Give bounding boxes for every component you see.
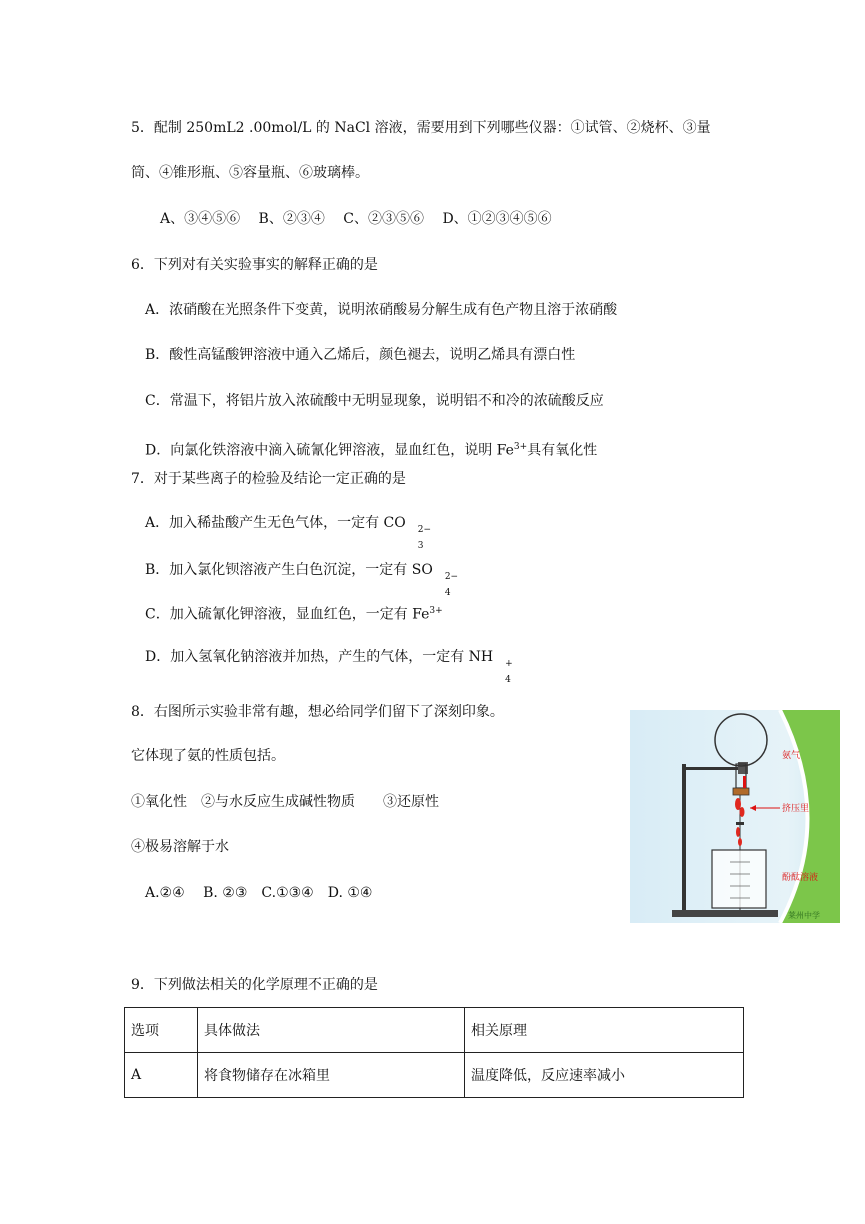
q7-option-b: B．加入氯化钡溶液产生白色沉淀，一定有 SO 2− 4: [145, 562, 459, 598]
q8-options: A.②④ B. ②③ C.①③④ D. ①④: [145, 885, 373, 901]
q7-option-d: D．加入氢氧化钠溶液并加热，产生的气体，一定有 NH + 4: [145, 649, 513, 685]
table-row: [125, 1053, 744, 1098]
q6-option-a: A．浓硝酸在光照条件下变黄，说明浓硝酸易分解生成有色产物且溶于浓硝酸: [145, 302, 618, 318]
q8-line2: 它体现了氨的性质包括。: [131, 748, 285, 764]
q8-line3: ①氧化性 ②与水反应生成碱性物质 ③还原性: [131, 794, 439, 810]
table-header-row: [125, 1008, 744, 1053]
q6-option-c: C．常温下，将铝片放入浓硫酸中无明显现象，说明铝不和冷的浓硫酸反应: [145, 393, 604, 409]
q9-stem: 9．下列做法相关的化学原理不正确的是: [131, 977, 378, 993]
q9-table: [124, 1007, 744, 1098]
table-header-cell: 选项: [125, 1008, 198, 1053]
q7-option-a: A．加入稀盐酸产生无色气体，一定有 CO 2− 3: [145, 515, 432, 551]
q7-stem: 7．对于某些离子的检验及结论一定正确的是: [131, 471, 406, 487]
table-cell: 温度降低，反应速率减小: [465, 1053, 744, 1098]
figure-label-mid: 挤压里: [782, 804, 810, 814]
q5-line2: 筒、④锥形瓶、⑤容量瓶、⑥玻璃棒。: [131, 165, 369, 181]
q7-option-c: C．加入硫氰化钾溶液，显血红色，一定有 $Fe^{3+}$: [145, 606, 443, 623]
table-cell: A: [125, 1053, 198, 1098]
q5-line1: 5．配制 250mL2 .00mol/L 的 NaCl 溶液，需要用到下列哪些仪器：①试管、②烧杯、③量: [131, 120, 711, 136]
q6-option-d: D．向氯化铁溶液中滴入硫氰化钾溶液，显血红色，说明 $Fe^{3+}$具有氧化性: [145, 442, 598, 459]
table-header-cell: 相关原理: [465, 1008, 744, 1053]
fountain-illustration: [630, 710, 840, 923]
figure-label-solution: 酚酞溶液: [782, 873, 819, 883]
table-header-cell: 具体做法: [198, 1008, 465, 1053]
figure-label-gas: 氨气: [782, 751, 801, 761]
q5-options: A、③④⑤⑥ B、②③④ C、②③⑤⑥ D、①②③④⑤⑥: [160, 211, 552, 227]
q6-stem: 6．下列对有关实验事实的解释正确的是: [131, 257, 378, 273]
table-cell: 将食物储存在冰箱里: [198, 1053, 465, 1098]
q8-stem: 8．右图所示实验非常有趣，想必给同学们留下了深刻印象。: [131, 704, 504, 720]
fountain-experiment-figure: [630, 710, 840, 923]
q6-option-b: B．酸性高锰酸钾溶液中通入乙烯后，颜色褪去，说明乙烯具有漂白性: [145, 347, 576, 363]
q8-line4: ④极易溶解于水: [131, 839, 229, 855]
figure-label-corner: 莱州中学: [788, 911, 820, 920]
